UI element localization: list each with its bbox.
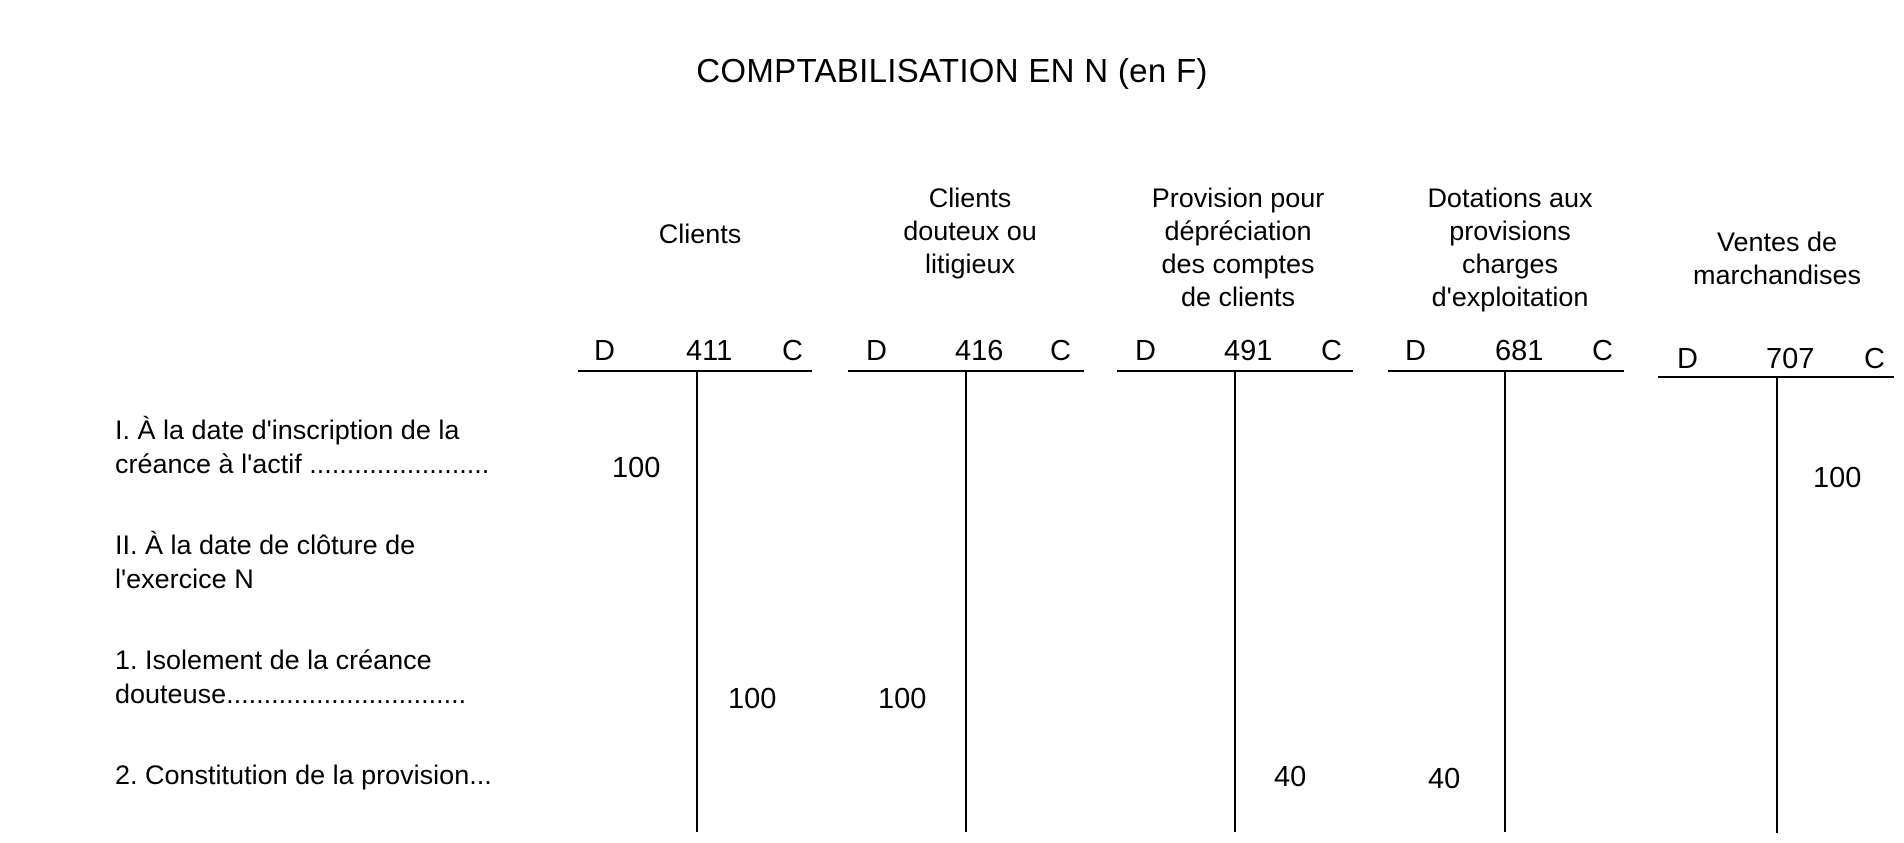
debit-label: D [866,335,887,367]
row-label-line: 1. Isolement de la créance [115,645,432,675]
credit-label: C [1050,335,1071,367]
row-label-line: l'exercice N [115,564,254,594]
amount-681-debit: 40 [1428,763,1461,795]
t-account-rule [578,370,812,372]
account-title-line: provisions [1449,216,1571,246]
account-title-line: litigieux [924,249,1016,279]
amount-416-debit: 100 [878,683,927,715]
row-label-isolement [115,643,570,711]
account-title-line: des comptes [1161,249,1315,279]
account-title-line: dépréciation [1164,216,1312,246]
account-title-411 [600,218,800,251]
t-account-divider [1776,378,1778,833]
account-number: 416 [955,335,1004,367]
t-account-divider [1504,372,1506,832]
account-title-line: douteux ou [903,216,1037,246]
t-account-rule [1388,370,1624,372]
amount-707-credit: 100 [1813,462,1862,494]
amount-411-credit: 100 [728,683,777,715]
amount-491-credit: 40 [1274,761,1307,793]
amount-411-debit: 100 [612,452,661,484]
account-title-681 [1395,182,1625,314]
credit-label: C [1321,335,1342,367]
account-title-line: d'exploitation [1431,282,1589,312]
debit-label: D [1405,335,1426,367]
row-label-provision [115,758,570,792]
account-title-line: Clients [928,183,1012,213]
credit-label: C [1592,335,1613,367]
account-title-707 [1660,226,1894,292]
row-label-line: 2. Constitution de la provision... [115,760,492,790]
account-number: 681 [1495,335,1544,367]
account-title-line: Provision pour [1151,183,1325,213]
account-title-491 [1128,182,1348,314]
page-title: COMPTABILISATION EN N (en F) [696,52,1208,89]
debit-label: D [594,335,615,367]
account-title-line: Clients [658,219,742,249]
debit-label: D [1135,335,1156,367]
row-label-line: I. À la date d'inscription de la [115,415,460,445]
account-number: 707 [1766,343,1815,375]
row-label-line: II. À la date de clôture de [115,530,416,560]
account-title-line: de clients [1180,282,1296,312]
debit-label: D [1677,343,1698,375]
credit-label: C [782,335,803,367]
account-title-line: Dotations aux [1427,183,1593,213]
row-label-cloture [115,528,570,596]
row-label-inscription [115,413,570,481]
row-label-line: douteuse................................ [115,679,467,709]
account-number: 491 [1224,335,1273,367]
account-title-line: Ventes de [1716,227,1838,257]
t-account-divider [696,372,698,832]
t-account-divider [965,372,967,832]
credit-label: C [1864,343,1885,375]
account-number: 411 [686,335,733,367]
row-label-line: créance à l'actif ........................ [115,449,490,479]
account-title-line: charges [1461,249,1559,279]
account-title-line: marchandises [1692,260,1862,290]
t-account-divider [1234,372,1236,832]
account-title-416 [870,182,1070,281]
